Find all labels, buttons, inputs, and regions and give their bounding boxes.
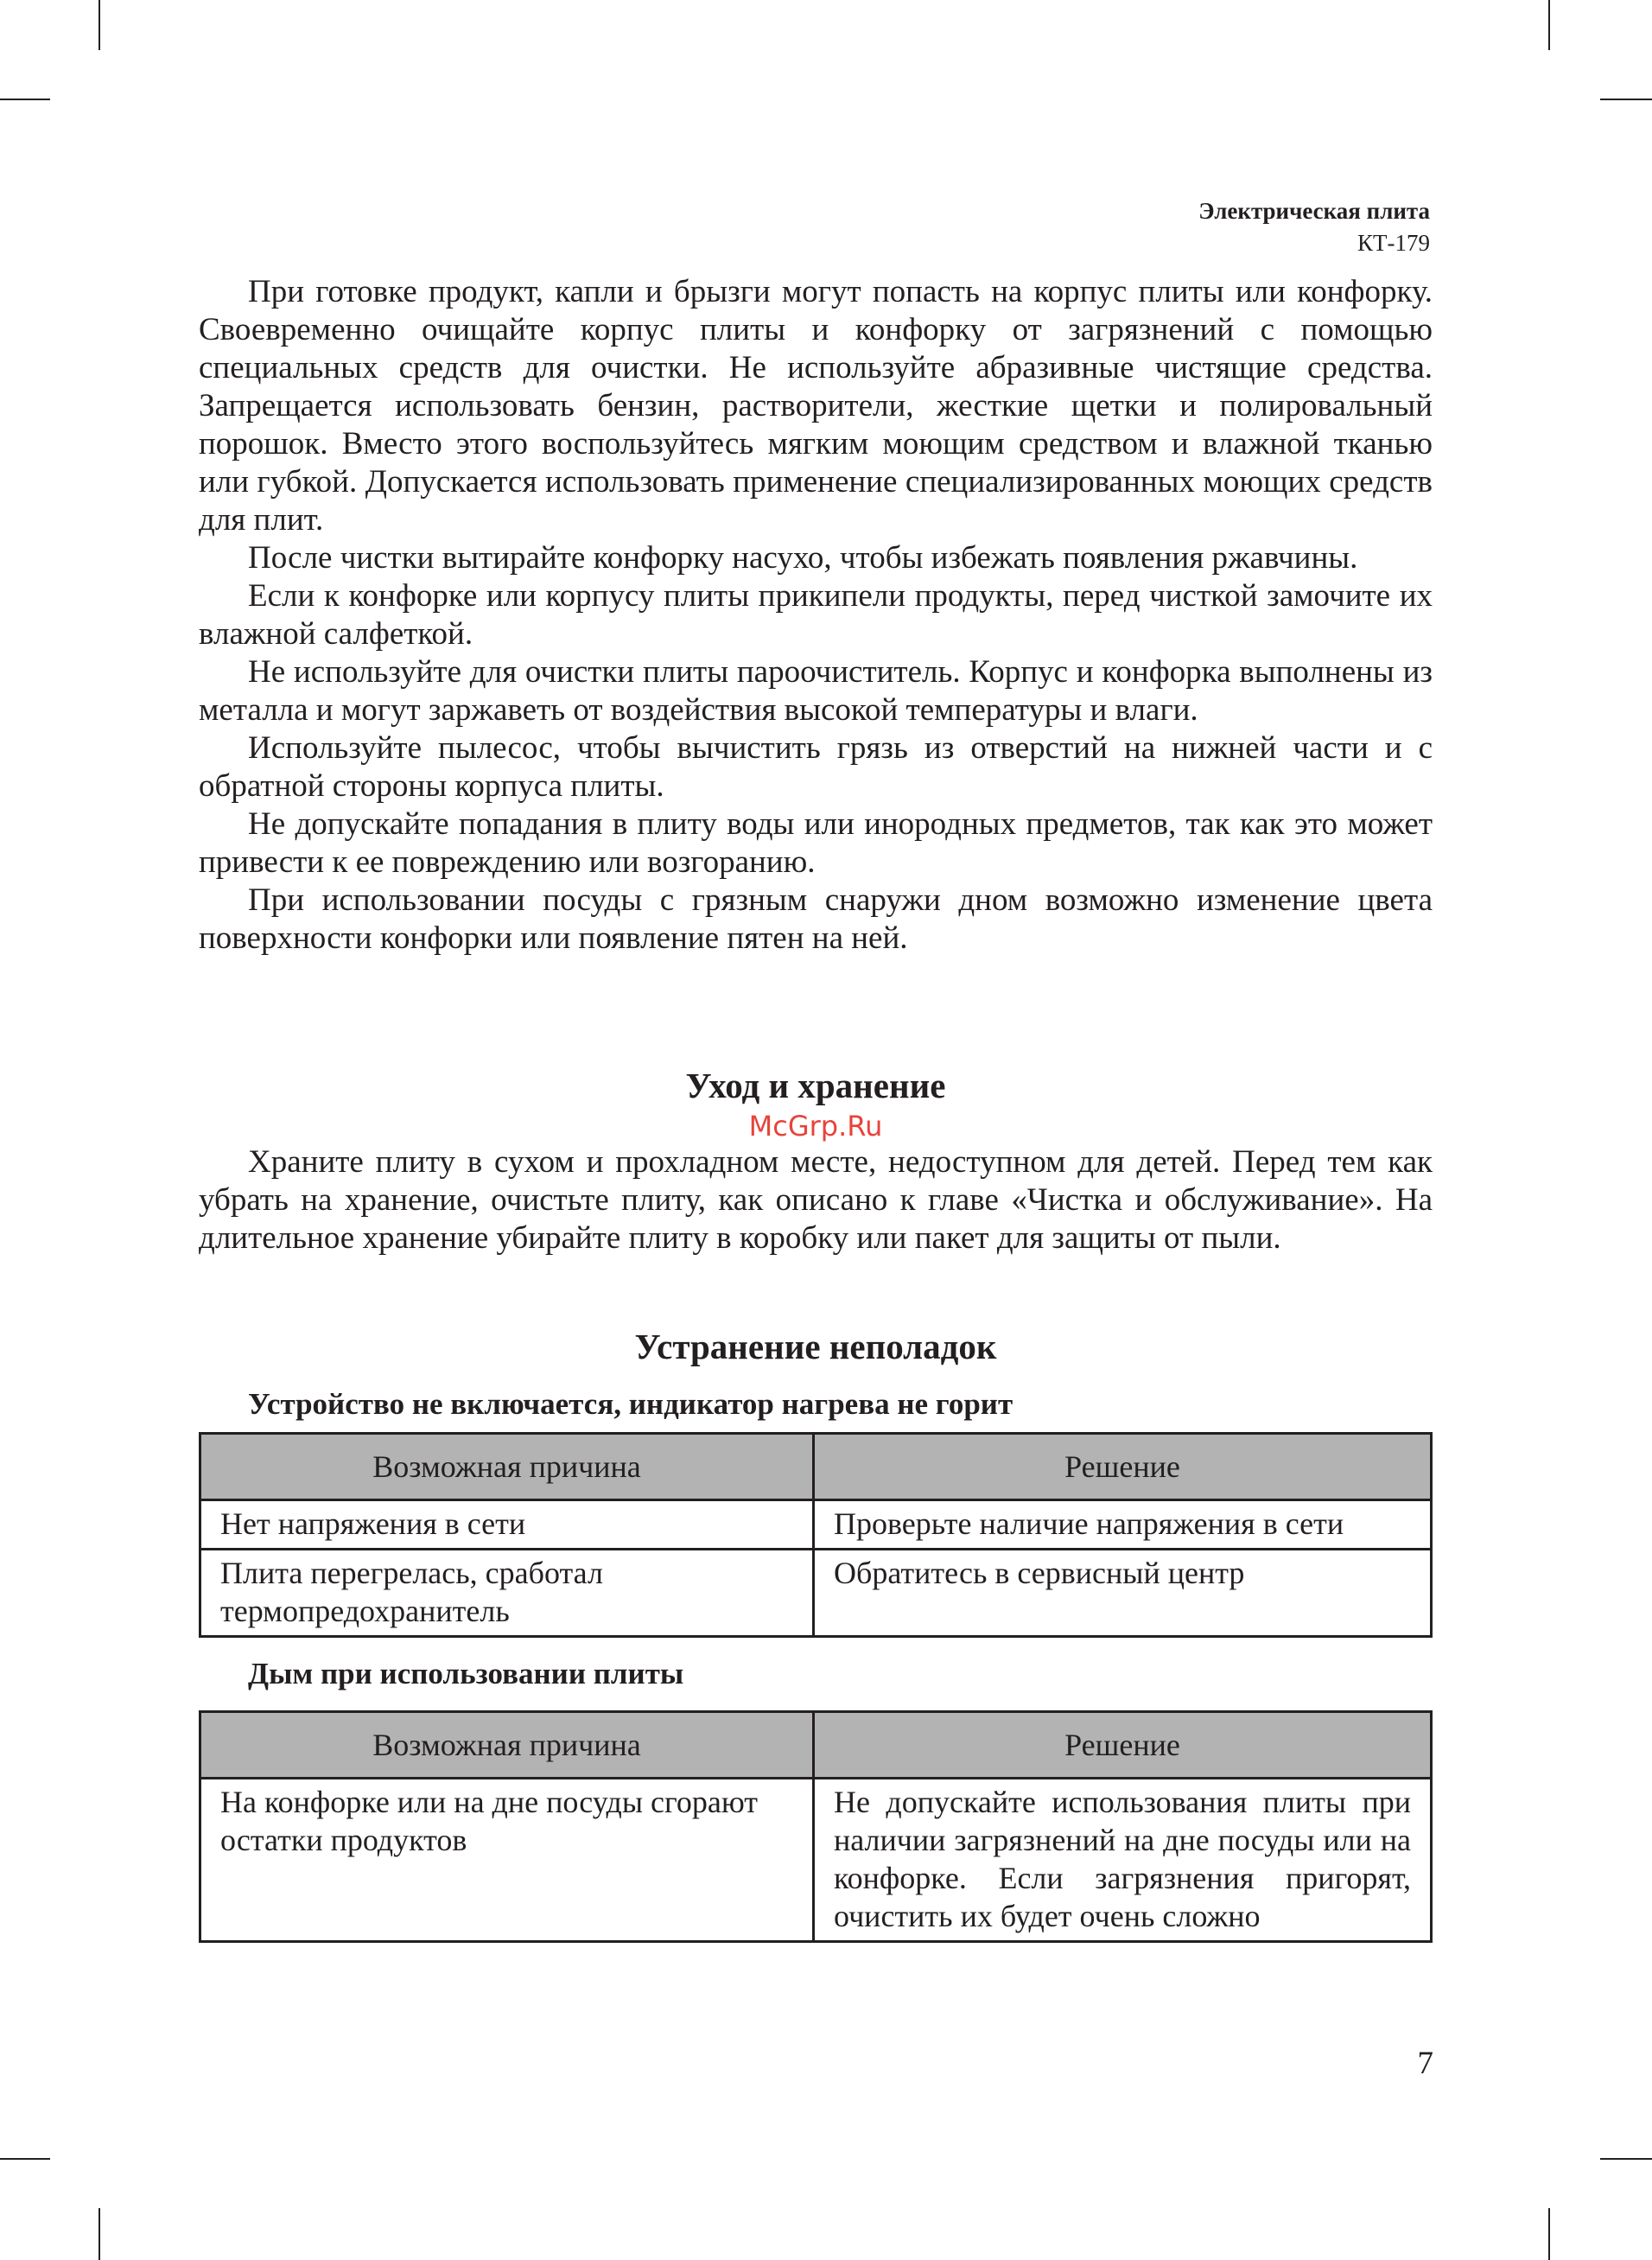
section-title: Устранение неполадок — [634, 1327, 997, 1366]
watermark-text: McGrp.Ru — [748, 1110, 883, 1143]
paragraph: Храните плиту в сухом и прохладном месте, недоступном для детей. Перед тем как убрать на хранение, очистьте плиту, как описано к главе «Чистка и обслуживание». На длительное хранение убирайте плиту в коробку или пакет для защиты от пыли. — [199, 1144, 1433, 1256]
paragraph: При использовании посуды с грязным снаружи дном возможно изменение цвета поверхности конфорки или появление пятен на ней. — [199, 882, 1433, 956]
table-header-row — [200, 1434, 1432, 1500]
cleaning-section — [199, 273, 1433, 958]
crop-mark — [98, 0, 100, 50]
table-row — [200, 1550, 1432, 1637]
troubleshooting-section — [199, 1325, 1433, 1943]
page-number: 7 — [1417, 2046, 1433, 2081]
paragraph: При готовке продукт, капли и брызги могут попасть на корпус плиты или конфорку. Своевременно очищайте корпус плиты и конфорку от загрязнений с помощью специальных средств для очистки. Не используйте абразивные чистящие средства. Запрещается использовать бензин, растворители, жесткие щетки и полировальный порошок. Вместо этого воспользуйтесь мягким моющим средством и влажной тканью или губкой. Допускается использовать применение специализированных моющих средств для плит. — [199, 274, 1433, 538]
solution-cell: Проверьте наличие напряжения в сети — [814, 1500, 1432, 1550]
section-title: Уход и хранение — [685, 1066, 946, 1105]
paragraph: Используйте пылесос, чтобы вычистить грязь из отверстий на нижней части и с обратной стороны корпуса плиты. — [199, 730, 1433, 804]
crop-mark — [1600, 99, 1652, 100]
troubleshooting-table — [199, 1710, 1433, 1943]
crop-mark — [98, 2208, 100, 2260]
table-row — [200, 1500, 1432, 1550]
storage-section — [199, 1064, 1433, 1257]
header-title: Электрическая плита — [1198, 198, 1430, 224]
cause-cell: На конфорке или на дне посуды сгорают остатки продуктов — [200, 1779, 814, 1942]
solution-cell: Не допускайте использования плиты при наличии загрязнений на дне посуды или на конфорке. Если загрязнения пригорят, очистить их будет очень сложно — [814, 1779, 1432, 1942]
crop-mark — [1548, 2208, 1550, 2260]
page-content — [199, 273, 1433, 1943]
crop-mark — [1548, 0, 1550, 50]
problem-heading: Дым при использовании плиты — [248, 1657, 684, 1690]
table-header-row — [200, 1712, 1432, 1779]
crop-mark — [1600, 2158, 1652, 2160]
paragraph: Не используйте для очистки плиты пароочиститель. Корпус и конфорка выполнены из металла и могут заржаветь от воздействия высокой температуры и влаги. — [199, 654, 1433, 728]
cause-cell: Плита перегрелась, сработал термопредохранитель — [200, 1550, 814, 1637]
cause-cell: Нет напряжения в сети — [200, 1500, 814, 1550]
problem-heading: Устройство не включается, индикатор нагрева не горит — [248, 1387, 1013, 1421]
header-model: КТ-179 — [1357, 230, 1430, 256]
column-header: Возможная причина — [200, 1434, 814, 1500]
column-header: Решение — [814, 1712, 1432, 1779]
table-row — [200, 1779, 1432, 1942]
paragraph: Если к конфорке или корпусу плиты прикипели продукты, перед чисткой замочите их влажной салфеткой. — [199, 578, 1433, 652]
column-header: Решение — [814, 1434, 1432, 1500]
paragraph: После чистки вытирайте конфорку насухо, чтобы избежать появления ржавчины. — [248, 540, 1358, 576]
troubleshooting-table — [199, 1432, 1433, 1638]
crop-mark — [0, 99, 50, 100]
solution-cell: Обратитесь в сервисный центр — [814, 1550, 1432, 1637]
crop-mark — [0, 2158, 50, 2160]
paragraph: Не допускайте попадания в плиту воды или инородных предметов, так как это может привести к ее повреждению или возгоранию. — [199, 806, 1433, 880]
column-header: Возможная причина — [200, 1712, 814, 1779]
running-header — [1198, 195, 1430, 259]
